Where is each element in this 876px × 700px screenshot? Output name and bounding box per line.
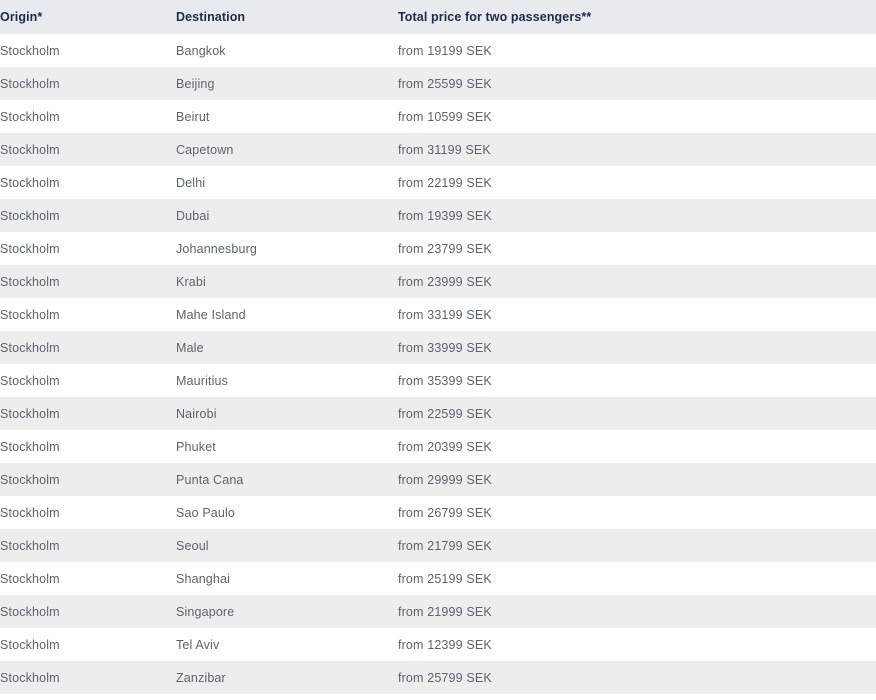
column-header-price: Total price for two passengers** (398, 0, 876, 34)
table-row (0, 331, 876, 364)
cell-destination: Mahe Island (176, 298, 398, 331)
cell-destination: Sao Paulo (176, 496, 398, 529)
cell-price: from 19199 SEK (398, 34, 876, 67)
column-header-origin: Origin* (0, 0, 176, 34)
cell-origin: Stockholm (0, 628, 176, 661)
cell-destination: Seoul (176, 529, 398, 562)
table-header (0, 0, 876, 34)
cell-price: from 23999 SEK (398, 265, 876, 298)
cell-origin: Stockholm (0, 562, 176, 595)
cell-origin: Stockholm (0, 529, 176, 562)
cell-price: from 29999 SEK (398, 463, 876, 496)
table-row (0, 661, 876, 694)
table-row (0, 298, 876, 331)
table-row (0, 595, 876, 628)
table-row (0, 430, 876, 463)
cell-price: from 22599 SEK (398, 397, 876, 430)
cell-origin: Stockholm (0, 397, 176, 430)
cell-destination: Punta Cana (176, 463, 398, 496)
table-row (0, 265, 876, 298)
cell-price: from 26799 SEK (398, 496, 876, 529)
cell-price: from 25199 SEK (398, 562, 876, 595)
cell-origin: Stockholm (0, 34, 176, 67)
cell-origin: Stockholm (0, 166, 176, 199)
table-header-row (0, 0, 876, 34)
cell-price: from 35399 SEK (398, 364, 876, 397)
cell-origin: Stockholm (0, 232, 176, 265)
cell-origin: Stockholm (0, 331, 176, 364)
table-row (0, 199, 876, 232)
table-row (0, 166, 876, 199)
table-row (0, 628, 876, 661)
cell-origin: Stockholm (0, 67, 176, 100)
cell-origin: Stockholm (0, 265, 176, 298)
table-row (0, 463, 876, 496)
cell-destination: Delhi (176, 166, 398, 199)
cell-destination: Male (176, 331, 398, 364)
table-row (0, 232, 876, 265)
cell-origin: Stockholm (0, 298, 176, 331)
cell-price: from 22199 SEK (398, 166, 876, 199)
table-row (0, 133, 876, 166)
table-row (0, 364, 876, 397)
table-row (0, 529, 876, 562)
cell-destination: Nairobi (176, 397, 398, 430)
cell-price: from 12399 SEK (398, 628, 876, 661)
cell-price: from 25599 SEK (398, 67, 876, 100)
cell-destination: Beijing (176, 67, 398, 100)
table-row (0, 67, 876, 100)
cell-origin: Stockholm (0, 430, 176, 463)
cell-origin: Stockholm (0, 133, 176, 166)
cell-origin: Stockholm (0, 496, 176, 529)
cell-price: from 21799 SEK (398, 529, 876, 562)
table-row (0, 562, 876, 595)
cell-price: from 23799 SEK (398, 232, 876, 265)
cell-price: from 19399 SEK (398, 199, 876, 232)
cell-price: from 33199 SEK (398, 298, 876, 331)
table-row (0, 34, 876, 67)
cell-price: from 33999 SEK (398, 331, 876, 364)
cell-origin: Stockholm (0, 661, 176, 694)
table-row (0, 100, 876, 133)
cell-destination: Shanghai (176, 562, 398, 595)
cell-price: from 20399 SEK (398, 430, 876, 463)
cell-origin: Stockholm (0, 463, 176, 496)
table-row (0, 397, 876, 430)
cell-destination: Dubai (176, 199, 398, 232)
cell-price: from 10599 SEK (398, 100, 876, 133)
table-body (0, 34, 876, 694)
cell-price: from 25799 SEK (398, 661, 876, 694)
cell-destination: Beirut (176, 100, 398, 133)
cell-destination: Zanzibar (176, 661, 398, 694)
cell-destination: Singapore (176, 595, 398, 628)
cell-destination: Bangkok (176, 34, 398, 67)
cell-origin: Stockholm (0, 364, 176, 397)
cell-destination: Tel Aviv (176, 628, 398, 661)
cell-destination: Mauritius (176, 364, 398, 397)
table-row (0, 496, 876, 529)
cell-origin: Stockholm (0, 199, 176, 232)
column-header-destination: Destination (176, 0, 398, 34)
cell-origin: Stockholm (0, 595, 176, 628)
cell-destination: Phuket (176, 430, 398, 463)
cell-origin: Stockholm (0, 100, 176, 133)
cell-destination: Krabi (176, 265, 398, 298)
cell-destination: Johannesburg (176, 232, 398, 265)
cell-destination: Capetown (176, 133, 398, 166)
cell-price: from 31199 SEK (398, 133, 876, 166)
cell-price: from 21999 SEK (398, 595, 876, 628)
